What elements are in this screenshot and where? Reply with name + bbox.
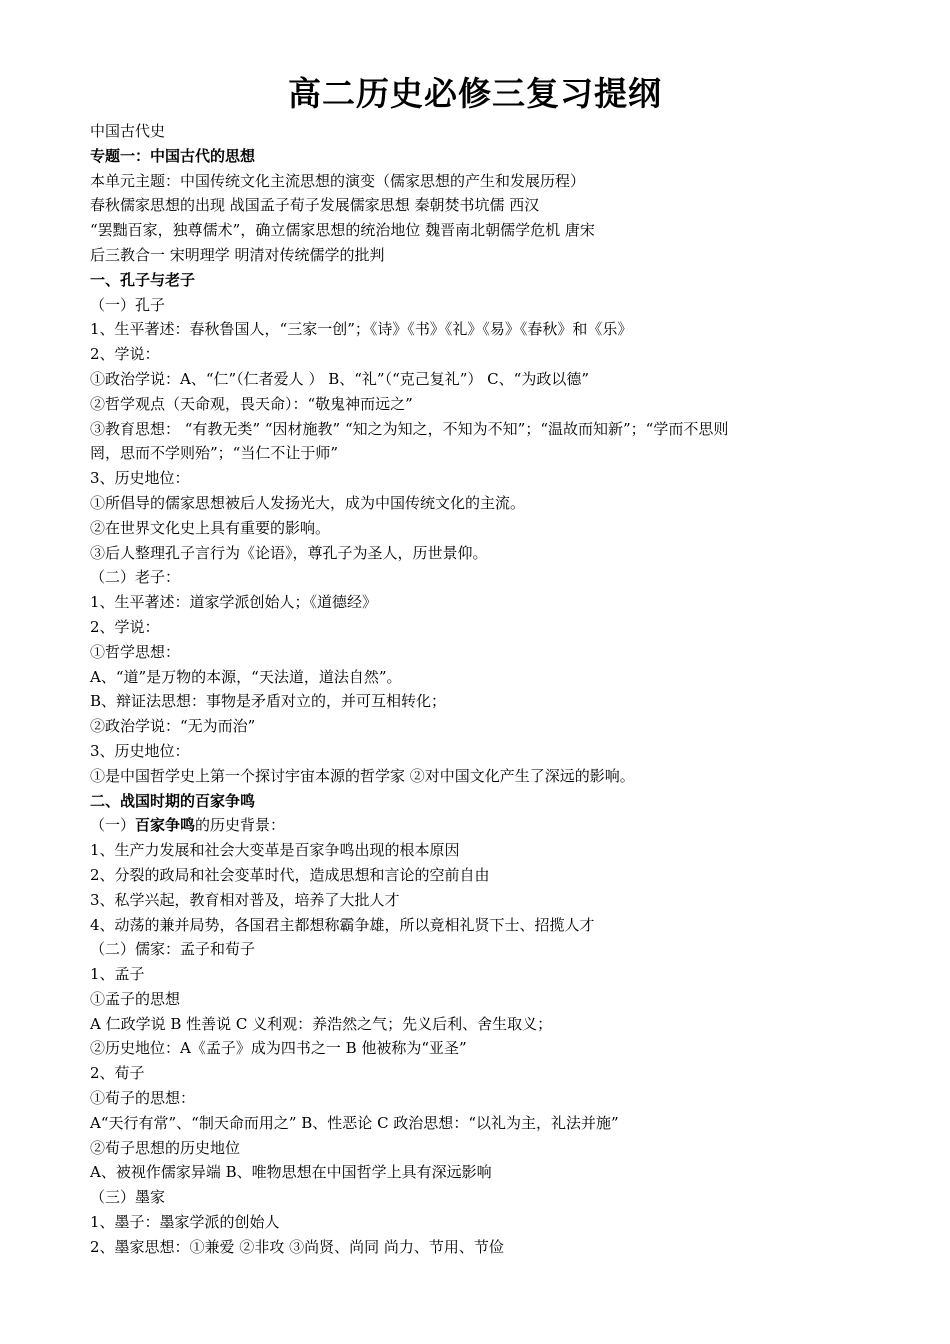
text-line: 本单元主题：中国传统文化主流思想的演变（儒家思想的产生和发展历程） <box>90 171 586 190</box>
text-line: “罢黜百家，独尊儒术”，确立儒家思想的统治地位 魏晋南北朝儒学危机 唐宋 <box>90 221 595 240</box>
section-heading: 二、战国时期的百家争鸣 <box>90 791 256 810</box>
text-line <box>90 813 870 838</box>
text-line: B、辩证法思想：事物是矛盾对立的，并可互相转化； <box>90 692 447 711</box>
document-title: 高二历史必修三复习提纲 <box>288 74 662 113</box>
text-line: （一）孔子 <box>90 295 166 314</box>
text-line: A、被视作儒家异端 B、唯物思想在中国哲学上具有深远影响 <box>90 1163 492 1182</box>
text-line: 3、私学兴起，教育相对普及，培养了大批人才 <box>90 890 400 909</box>
text-line: ③后人整理孔子言行为《论语》，尊孔子为圣人，历世景仰。 <box>90 543 488 562</box>
text-line: 春秋儒家思想的出现 战国孟子荀子发展儒家思想 秦朝焚书坑儒 西汉 <box>90 196 540 215</box>
text-line: ③教育思想： “有教无类” “因材施教” “知之为知之，不知为不知”；“温故而知新”；“学而不思则 <box>90 419 729 438</box>
text-line: （三）墨家 <box>90 1188 166 1207</box>
text-line: ①所倡导的儒家思想被后人发扬光大，成为中国传统文化的主流。 <box>90 493 526 512</box>
text-line: 2、学说： <box>90 345 160 364</box>
text-line: 1、墨子：墨家学派的创始人 <box>90 1213 280 1232</box>
text-line: 后三教合一 宋明理学 明清对传统儒学的批判 <box>90 245 385 264</box>
text-prefix: （一） <box>90 816 136 835</box>
text-line: ①政治学说：A、“仁”（仁者爱人 ） B、“礼”（“克己复礼”） C、“为政以德” <box>90 369 589 388</box>
text-line: 4、动荡的兼并局势，各国君主都想称霸争雄，所以竟相礼贤下士、招揽人才 <box>90 915 595 934</box>
text-line: 1、生平著述：道家学派创始人；《道德经》 <box>90 593 378 612</box>
text-line: 2、墨家思想：①兼爱 ②非攻 ③尚贤、尚同 尚力、节用、节俭 <box>90 1237 504 1256</box>
text-line: 2、学说： <box>90 617 160 636</box>
text-line: 1、生平著述：春秋鲁国人，“三家一创”；《诗》《书》《礼》《易》《春秋》和《乐》 <box>90 320 633 339</box>
text-line: A“天行有常”、“制天命而用之” B、性恶论 C 政治思想：“以礼为主，礼法并施” <box>90 1113 619 1132</box>
text-line: A 仁政学说 B 性善说 C 义利观：养浩然之气；先义后利、舍生取义； <box>90 1014 553 1033</box>
text-line: ②荀子思想的历史地位 <box>90 1138 241 1157</box>
text-line: A、“道”是万物的本源，“天法道，道法自然”。 <box>90 667 402 686</box>
text-line: 2、分裂的政局和社会变革时代，造成思想和言论的空前自由 <box>90 865 490 884</box>
text-line: ②政治学说：“无为而治” <box>90 717 256 736</box>
text-line: （二）儒家：孟子和荀子 <box>90 940 256 959</box>
text-line: （二）老子： <box>90 568 181 587</box>
text-line: ②在世界文化史上具有重要的影响。 <box>90 518 331 537</box>
text-line: 1、生产力发展和社会大变革是百家争鸣出现的根本原因 <box>90 841 460 860</box>
text-line: ②历史地位：A《孟子》成为四书之一 B 他被称为“亚圣” <box>90 1039 467 1058</box>
text-line: ①荀子的思想： <box>90 1089 196 1108</box>
text-line: 3、历史地位： <box>90 741 190 760</box>
text-line: ①哲学思想： <box>90 642 181 661</box>
text-line: 罔，思而不学则殆”；“当仁不让于师” <box>90 444 339 463</box>
text-line: 1、孟子 <box>90 965 145 984</box>
text-line: 3、历史地位： <box>90 469 190 488</box>
text-line: ②哲学观点（天命观，畏天命）：“敬鬼神而远之” <box>90 394 413 413</box>
bold-term: 百家争鸣 <box>135 816 196 835</box>
document-body <box>90 119 870 1260</box>
text-line: 中国古代史 <box>90 122 166 140</box>
text-line: ①是中国哲学史上第一个探讨宇宙本源的哲学家 ②对中国文化产生了深远的影响。 <box>90 766 635 785</box>
section-heading: 专题一：中国古代的思想 <box>90 146 256 165</box>
section-heading: 一、孔子与老子 <box>90 270 196 289</box>
text-line: 2、荀子 <box>90 1064 145 1083</box>
text-line: ①孟子的思想 <box>90 989 181 1008</box>
text-suffix: 的历史背景： <box>195 816 286 835</box>
